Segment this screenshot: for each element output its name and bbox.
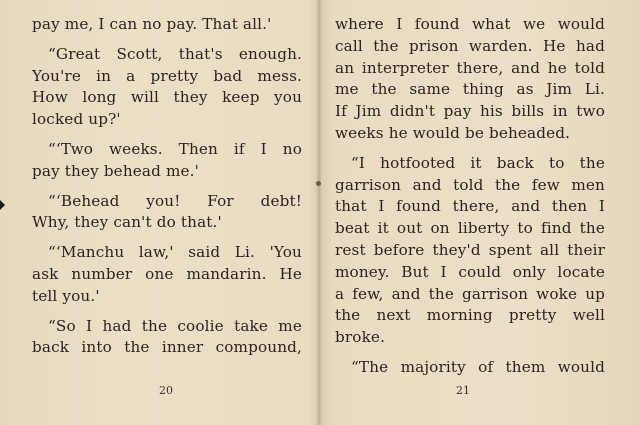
- text-line: garrison and told the few men: [335, 175, 605, 194]
- text-line: where I found what we would: [335, 15, 605, 33]
- right-page: [335, 14, 605, 379]
- page-number: 20: [159, 384, 173, 397]
- text-line: money. But I could only locate: [335, 262, 605, 281]
- text-line: me the same thing as Jim Li.: [335, 80, 605, 99]
- paragraph: [32, 316, 302, 360]
- paragraph: [335, 153, 605, 349]
- text-line: call the prison warden. He had: [335, 36, 605, 55]
- text-line: “I hotfooted it back to the: [351, 153, 605, 172]
- page-number: 21: [456, 384, 470, 397]
- text-line: locked up?': [32, 110, 121, 129]
- gutter-dot: [316, 181, 321, 186]
- text-line: Why, they can't do that.': [32, 213, 222, 232]
- book-gutter: [316, 0, 322, 425]
- text-line: a few, and the garrison woke up: [335, 284, 605, 303]
- text-line: back into the inner compound,: [32, 338, 302, 357]
- text-line: an interpreter there, and he told: [335, 58, 605, 77]
- text-line: You're in a pretty bad mess.: [32, 66, 302, 85]
- paragraph: [335, 14, 605, 145]
- text-line: If Jim didn't pay his bills in two: [335, 102, 605, 121]
- left-page: [32, 14, 302, 359]
- text-line: “‘Manchu law,' said Li. 'You: [48, 243, 302, 262]
- text-line: “‘Two weeks. Then if I no: [48, 139, 302, 158]
- paragraph: [32, 14, 302, 36]
- text-line: the next morning pretty well: [335, 306, 605, 325]
- text-line: tell you.': [32, 286, 100, 305]
- text-line: “So I had the coolie take me: [48, 316, 302, 335]
- page-edge-mark: [0, 200, 5, 210]
- text-line: pay they behead me.': [32, 161, 199, 180]
- text-line: How long will they keep you: [32, 88, 302, 107]
- paragraph: [335, 357, 605, 379]
- text-line: rest before they'd spent all their: [335, 240, 605, 259]
- text-line: that I found there, and then I: [335, 197, 605, 216]
- text-line: “The majority of them would: [351, 357, 605, 376]
- text-line: ask number one mandarin. He: [32, 264, 302, 283]
- paragraph: [32, 191, 302, 235]
- text-line: pay me, I can no pay. That all.': [32, 15, 272, 33]
- text-line: weeks he would be beheaded.: [335, 123, 571, 142]
- paragraph: [32, 242, 302, 307]
- paragraph: [32, 139, 302, 183]
- text-line: “‘Behead you! For debt!: [48, 191, 302, 210]
- text-line: “Great Scott, that's enough.: [48, 44, 302, 63]
- text-line: broke.: [335, 328, 386, 347]
- text-line: beat it out on liberty to find the: [335, 219, 605, 238]
- paragraph: [32, 44, 302, 131]
